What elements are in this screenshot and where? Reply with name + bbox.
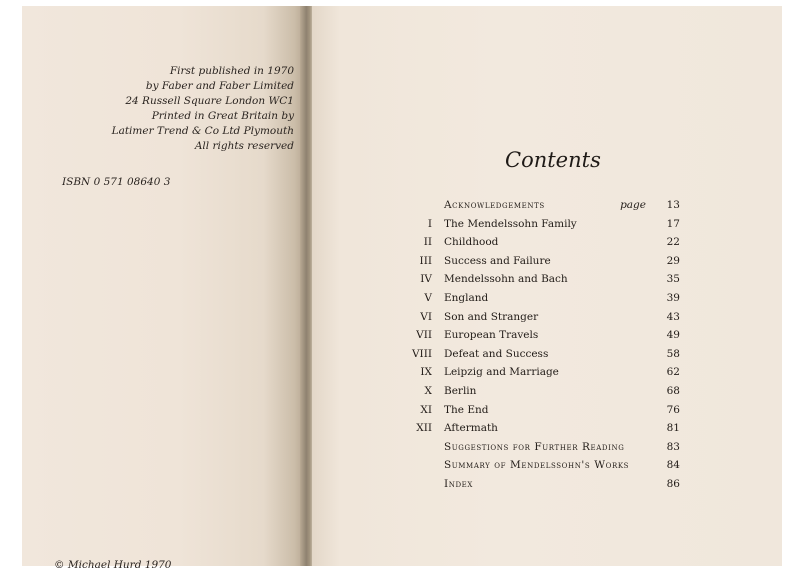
page-number: 86 — [666, 477, 680, 490]
chapter-title: England — [444, 291, 489, 304]
page-number: 22 — [666, 236, 680, 249]
chapter-number: IX — [420, 366, 432, 379]
imprint-line: Latimer Trend & Co Ltd Plymouth — [111, 125, 294, 137]
page-number: 39 — [666, 291, 680, 304]
page-number: 83 — [666, 440, 680, 453]
page-number: 17 — [666, 217, 680, 230]
isbn-number: ISBN 0 571 08640 3 — [62, 176, 171, 188]
chapter-number: I — [427, 217, 432, 230]
page-number: 58 — [666, 347, 680, 360]
imprint-block — [26, 64, 306, 154]
chapter-title: European Travels — [444, 329, 539, 342]
chapter-title: Suggestions for Further Reading — [444, 440, 625, 453]
chapter-number: II — [423, 236, 432, 249]
page-number: 13 — [666, 199, 680, 211]
chapter-title: Leipzig and Marriage — [444, 366, 559, 379]
page-number: 35 — [666, 273, 680, 286]
chapter-title: Success and Failure — [444, 254, 551, 267]
chapter-number: IV — [420, 273, 432, 286]
toc-entry — [390, 419, 690, 438]
chapter-number: XI — [420, 403, 432, 416]
chapter-number: III — [419, 254, 432, 267]
toc-entry — [390, 326, 690, 345]
table-of-contents — [390, 196, 690, 494]
toc-entry — [390, 438, 690, 457]
chapter-title: Childhood — [444, 236, 499, 249]
toc-entry — [390, 270, 690, 289]
chapter-title: Mendelssohn and Bach — [444, 273, 568, 286]
imprint-line: First published in 1970 — [169, 65, 294, 77]
chapter-number: V — [424, 291, 432, 304]
chapter-title: Defeat and Success — [444, 347, 549, 360]
toc-entry — [390, 289, 690, 308]
page-number: 81 — [666, 422, 680, 435]
toc-entry — [390, 401, 690, 420]
chapter-title: Index — [444, 477, 473, 490]
toc-entry — [390, 456, 690, 475]
page-number: 62 — [666, 366, 680, 379]
chapter-number: VIII — [411, 347, 432, 360]
chapter-title: Acknowledgements — [444, 199, 545, 211]
imprint-line: All rights reserved — [194, 140, 294, 152]
page-number: 68 — [666, 384, 680, 397]
page-number: 43 — [666, 310, 680, 323]
toc-entry — [390, 345, 690, 364]
toc-entry — [390, 196, 690, 215]
copyright-notice: © Michael Hurd 1970 — [54, 559, 172, 571]
toc-entry — [390, 252, 690, 271]
chapter-number: X — [424, 384, 432, 397]
chapter-title: Aftermath — [444, 422, 498, 435]
page-number: 76 — [666, 403, 680, 416]
toc-entry — [390, 475, 690, 494]
toc-entry — [390, 215, 690, 234]
chapter-title: Summary of Mendelssohn's Works — [444, 459, 630, 472]
chapter-title: The End — [444, 403, 489, 416]
left-page — [22, 6, 306, 571]
chapter-title: Berlin — [444, 384, 477, 397]
page-number: 29 — [666, 254, 680, 267]
toc-entry — [390, 233, 690, 252]
page-number: 84 — [666, 459, 680, 472]
imprint-line: by Faber and Faber Limited — [145, 80, 294, 92]
toc-entry — [390, 382, 690, 401]
toc-entry — [390, 363, 690, 382]
toc-entry — [390, 308, 690, 327]
contents-heading: Contents — [505, 148, 601, 172]
chapter-number: VI — [420, 310, 432, 323]
page-label: page — [620, 199, 646, 211]
chapter-number: VII — [416, 329, 432, 342]
chapter-title: The Mendelssohn Family — [444, 217, 577, 230]
chapter-title: Son and Stranger — [444, 310, 539, 323]
page-number: 49 — [666, 329, 680, 342]
imprint-line: Printed in Great Britain by — [151, 110, 294, 122]
imprint-line: 24 Russell Square London WC1 — [125, 95, 294, 107]
chapter-number: XII — [416, 422, 432, 435]
